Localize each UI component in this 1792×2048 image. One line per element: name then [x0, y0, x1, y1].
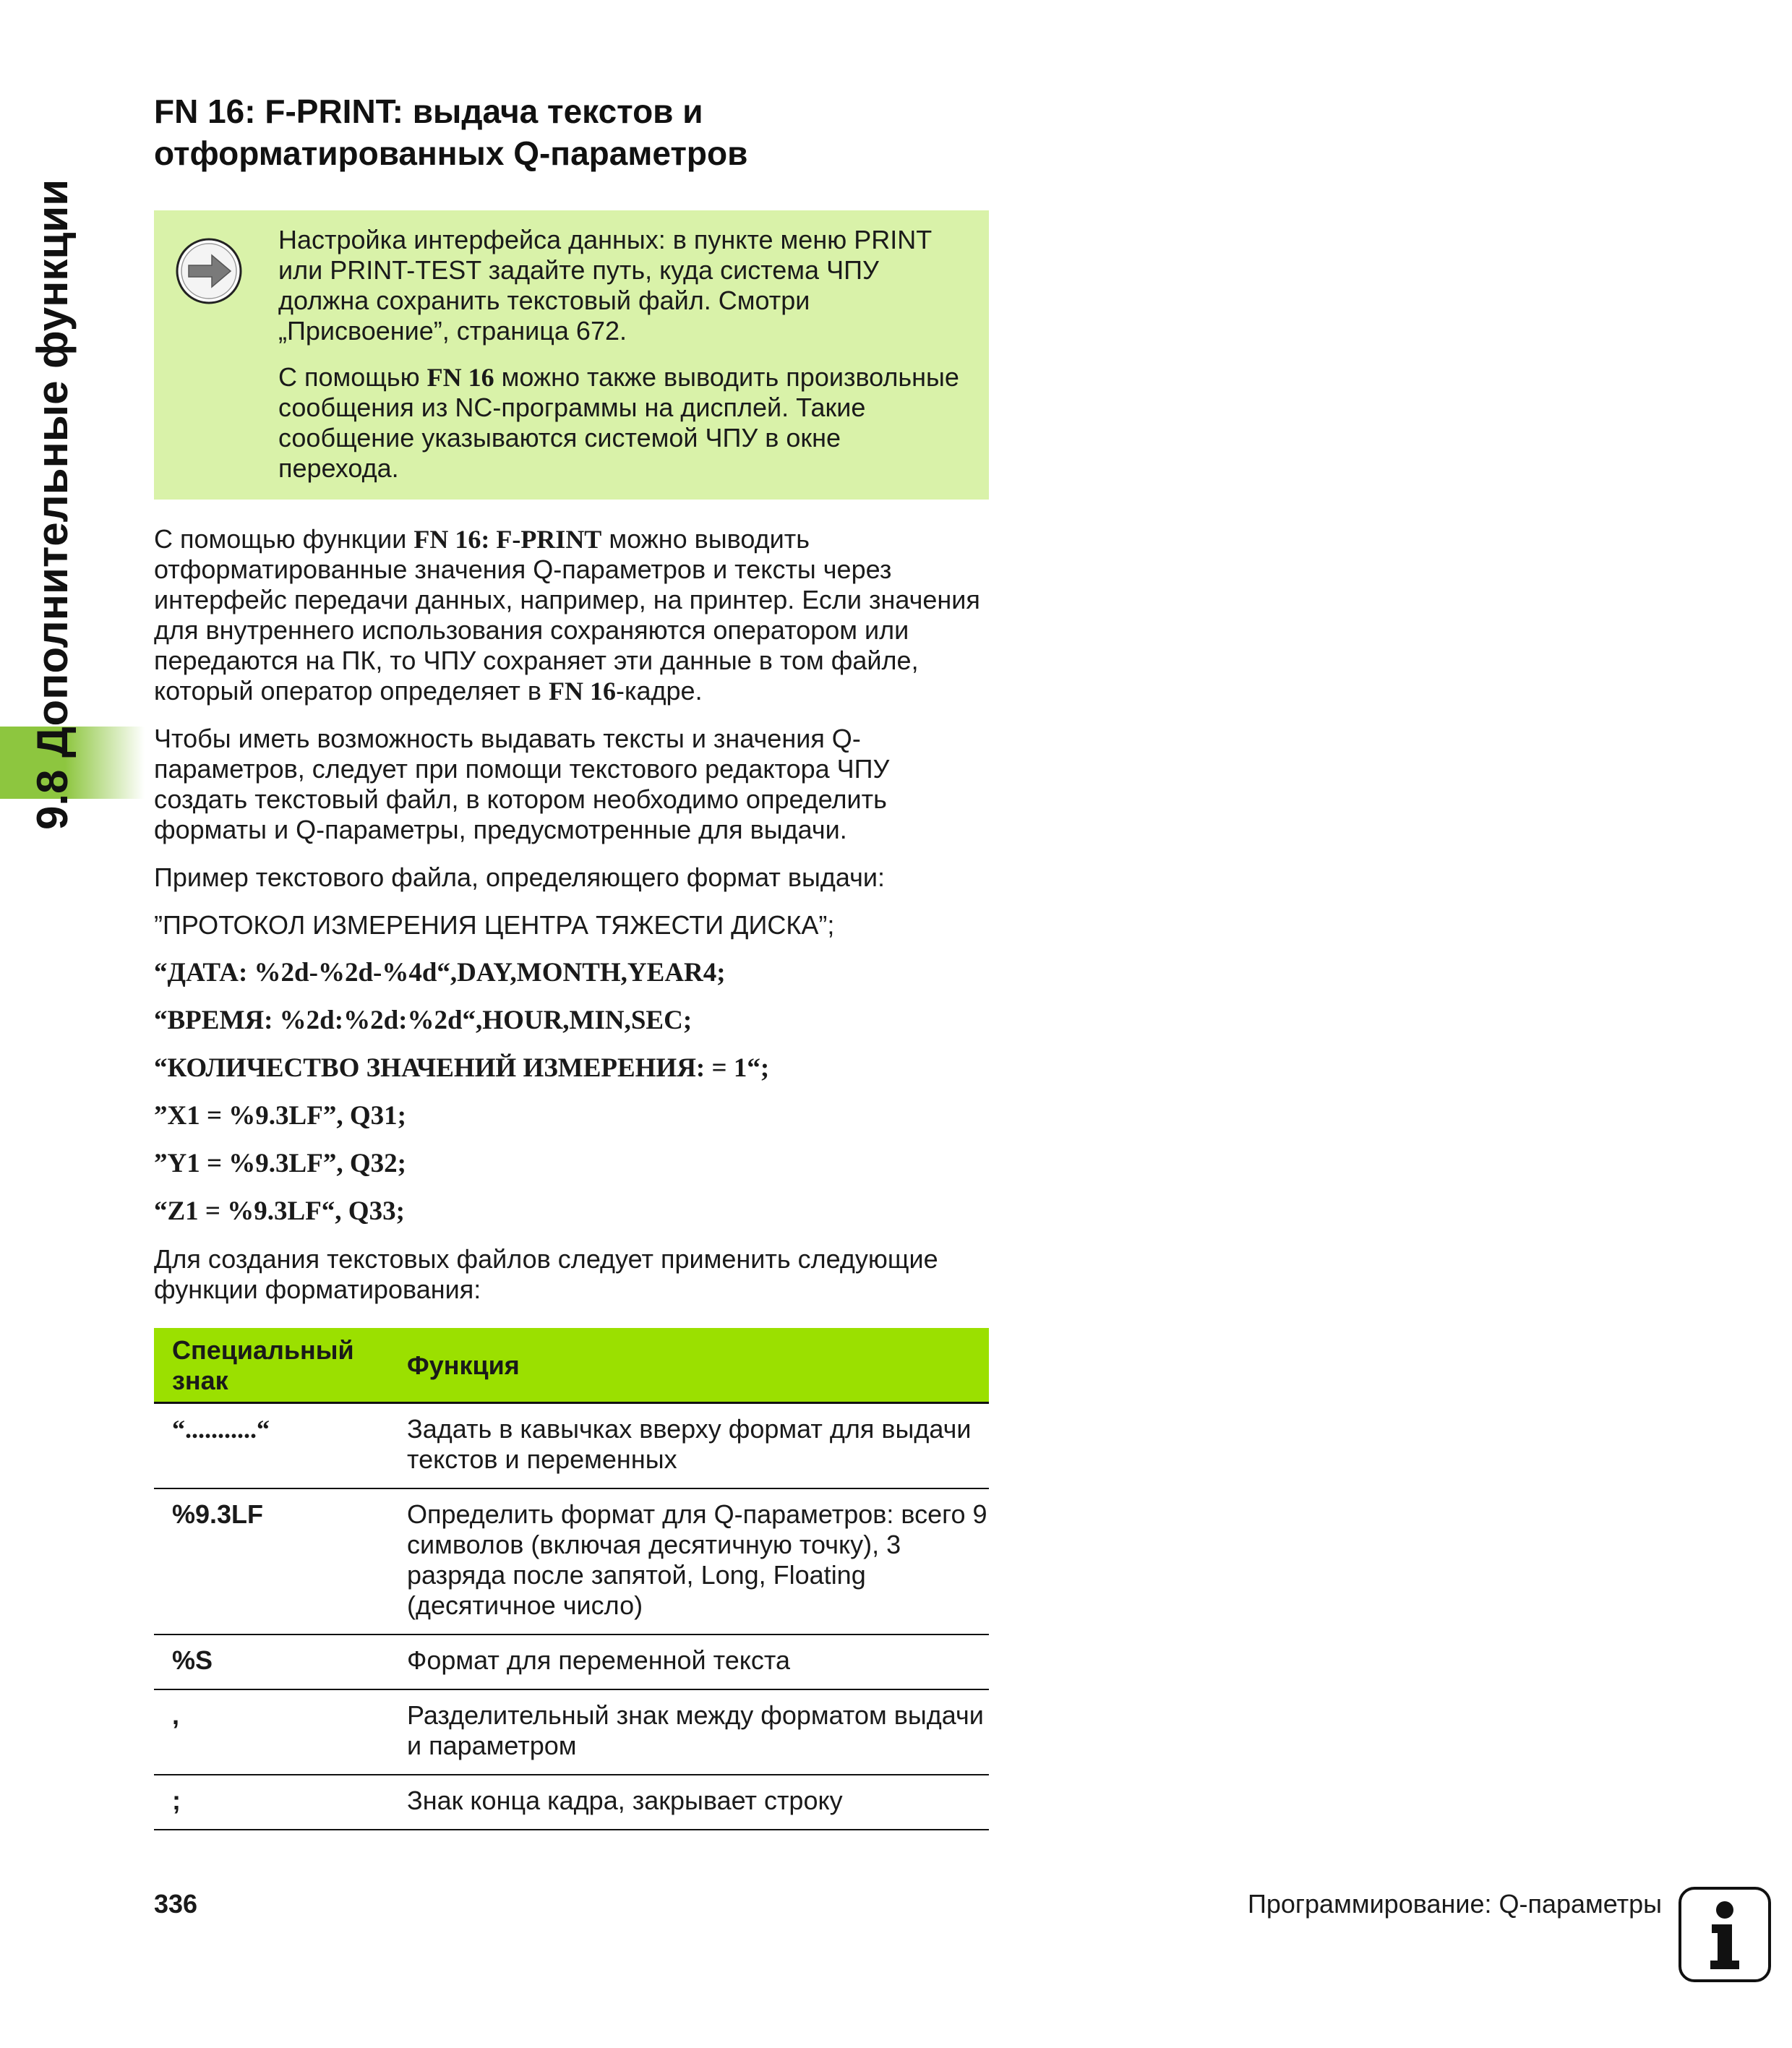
format-functions-table [154, 1328, 989, 1830]
page-number: 336 [154, 1889, 198, 1919]
cell-function: Определить формат для Q-параметров: всего 9 символов (включая десятичную точку), 3 разряда после запятой, Long, Floating (десятичное число) [389, 1488, 989, 1634]
note-box [154, 210, 989, 500]
cell-symbol: , [154, 1689, 389, 1775]
main-content [154, 90, 989, 1830]
table-row [154, 1775, 989, 1830]
side-section-title-text: 9.8 Дополнительные функции [28, 179, 77, 830]
example-line: ”X1 = %9.3LF”, Q31; [154, 1101, 406, 1131]
page-title-line1: FN 16: F-PRINT: выдача текстов и [154, 93, 703, 130]
cell-function: Задать в кавычках вверху формат для выдачи текстов и переменных [389, 1403, 989, 1489]
example-intro: Пример текстового файла, определяющего формат выдачи: [154, 862, 885, 892]
example-line: “ДАТА: %2d-%2d-%4d“,DAY,MONTH,YEAR4; [154, 958, 726, 987]
cell-symbol: %S [154, 1634, 389, 1689]
example-line: ”Y1 = %9.3LF”, Q32; [154, 1149, 406, 1178]
page-title [154, 90, 989, 174]
cell-symbol: ; [154, 1775, 389, 1830]
example-line: “ВРЕМЯ: %2d:%2d:%2d“,HOUR,MIN,SEC; [154, 1006, 693, 1035]
cell-symbol: “...........“ [154, 1403, 389, 1489]
column-header-symbol: Специальный знак [154, 1328, 389, 1403]
cell-function: Разделительный знак между форматом выдачи и параметром [389, 1689, 989, 1775]
example-code [154, 910, 989, 1227]
example-line: “КОЛИЧЕСТВО ЗНАЧЕНИЙ ИЗМЕРЕНИЯ: = 1“; [154, 1053, 770, 1083]
table-row [154, 1689, 989, 1775]
example-line: “Z1 = %9.3LF“, Q33; [154, 1196, 405, 1226]
note-paragraph-2: С помощью FN 16 можно также выводить произвольные сообщения из NC-программы на дисплей. Такие сообщение указываются системой ЧПУ в окне перехода. [278, 362, 959, 483]
table-header-row [154, 1328, 989, 1403]
format-functions-intro: Для создания текстовых файлов следует применить следующие функции форматирования: [154, 1244, 938, 1304]
intro-paragraph: С помощью функции FN 16: F-PRINT можно выводить отформатированные значения Q-параметров и тексты через интерфейс передачи данных, например, на принтер. Если значения для внутреннего использования сохраняются оператором или передаются на ПК, то ЧПУ сохраняет эти данные в том файле, который оператор определяет в FN 16-кадре. [154, 524, 980, 706]
table-row [154, 1403, 989, 1489]
table-row [154, 1488, 989, 1634]
text-file-paragraph: Чтобы иметь возможность выдавать тексты и значения Q-параметров, следует при помощи текстового редактора ЧПУ создать текстовый файл, в котором необходимо определить форматы и Q-параметры, предусмотренные для выдачи. [154, 724, 890, 844]
page-title-line2: отформатированных Q-параметров [154, 134, 748, 172]
column-header-function: Функция [389, 1328, 989, 1403]
note-paragraph-1: Настройка интерфейса данных: в пункте меню PRINT или PRINT-TEST задайте путь, куда система ЧПУ должна сохранить текстовый файл. Смотри „Присвоение”, страница 672. [278, 225, 932, 346]
cell-function: Знак конца кадра, закрывает строку [389, 1775, 989, 1830]
arrow-right-icon [174, 236, 244, 306]
table-row [154, 1634, 989, 1689]
cell-symbol: %9.3LF [154, 1488, 389, 1634]
cell-function: Формат для переменной текста [389, 1634, 989, 1689]
chapter-title: Программирование: Q-параметры [1247, 1889, 1662, 1919]
example-line: ”ПРОТОКОЛ ИЗМЕРЕНИЯ ЦЕНТРА ТЯЖЕСТИ ДИСКА”; [154, 910, 835, 940]
info-icon [1679, 1887, 1771, 1982]
